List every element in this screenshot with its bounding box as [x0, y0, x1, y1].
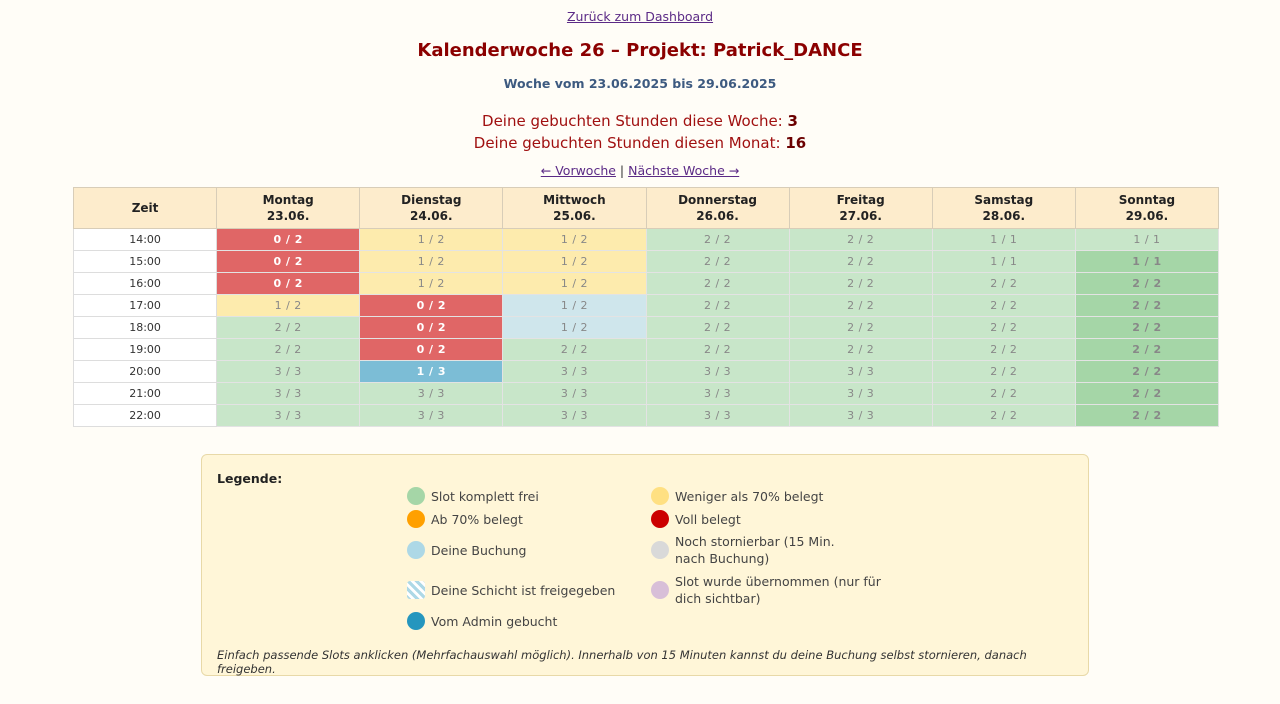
slot-cell[interactable]: 1 / 2: [503, 251, 646, 273]
booked-hours: [0, 110, 1280, 154]
day-header-sun: [1075, 188, 1218, 229]
slot-cell[interactable]: 2 / 2: [789, 229, 932, 251]
time-cell: 16:00: [74, 273, 217, 295]
day-date: 27.06.: [839, 209, 882, 223]
calendar-row: [74, 405, 1219, 427]
legend-title: Legende:: [217, 471, 283, 486]
slot-cell[interactable]: 2 / 2: [646, 229, 789, 251]
calendar-row: [74, 251, 1219, 273]
slot-cell[interactable]: 3 / 3: [217, 361, 360, 383]
nav-separator: |: [619, 163, 625, 178]
slot-cell[interactable]: 2 / 2: [932, 383, 1075, 405]
time-cell: 21:00: [74, 383, 217, 405]
slot-cell[interactable]: 1 / 2: [360, 273, 503, 295]
slot-cell[interactable]: 3 / 3: [503, 383, 646, 405]
day-header-thu: [646, 188, 789, 229]
grey-dot-icon: [651, 541, 669, 559]
time-cell: 14:00: [74, 229, 217, 251]
slot-cell[interactable]: 1 / 3: [360, 361, 503, 383]
calendar-body: [74, 229, 1219, 427]
day-name: Samstag: [974, 193, 1034, 207]
time-cell: 15:00: [74, 251, 217, 273]
day-date: 26.06.: [696, 209, 739, 223]
slot-cell[interactable]: 3 / 3: [646, 383, 789, 405]
slot-cell[interactable]: 2 / 2: [789, 317, 932, 339]
day-date: 24.06.: [410, 209, 453, 223]
day-header-tue: [360, 188, 503, 229]
slot-cell[interactable]: 3 / 3: [360, 405, 503, 427]
time-cell: 19:00: [74, 339, 217, 361]
prev-week-link[interactable]: ← Vorwoche: [540, 163, 616, 178]
slot-cell[interactable]: 2 / 2: [932, 361, 1075, 383]
slot-cell[interactable]: 3 / 3: [789, 361, 932, 383]
day-date: 23.06.: [266, 209, 310, 223]
slot-cell[interactable]: 2 / 2: [1075, 339, 1218, 361]
slot-cell[interactable]: 1 / 2: [360, 229, 503, 251]
slot-cell[interactable]: 2 / 2: [932, 339, 1075, 361]
slot-cell[interactable]: 2 / 2: [217, 339, 360, 361]
hours-week-label: Deine gebuchten Stunden diese Woche:: [482, 112, 783, 130]
slot-cell[interactable]: 3 / 3: [503, 361, 646, 383]
back-to-dashboard-link[interactable]: Zurück zum Dashboard: [566, 9, 714, 24]
day-name: Donnerstag: [678, 193, 758, 207]
slot-cell[interactable]: 2 / 2: [1075, 405, 1218, 427]
slot-cell[interactable]: 2 / 2: [646, 317, 789, 339]
slot-cell[interactable]: 1 / 1: [1075, 229, 1218, 251]
week-range: Woche vom 23.06.2025 bis 29.06.2025: [503, 76, 777, 91]
green-dot-icon: [407, 487, 425, 505]
slot-cell[interactable]: 0 / 2: [217, 251, 360, 273]
slot-cell[interactable]: 1 / 1: [1075, 251, 1218, 273]
slot-cell[interactable]: 3 / 3: [789, 383, 932, 405]
legend-note: Einfach passende Slots anklicken (Mehrfachauswahl möglich). Innerhalb von 15 Minuten kannst du deine Buchung selbst stornieren, danach freigeben.: [217, 648, 1027, 676]
calendar-row: [74, 339, 1219, 361]
calendar-row: [74, 383, 1219, 405]
slot-cell[interactable]: 3 / 3: [217, 383, 360, 405]
slot-cell[interactable]: 2 / 2: [646, 273, 789, 295]
slot-cell[interactable]: 0 / 2: [217, 229, 360, 251]
orange-dot-icon: [407, 510, 425, 528]
yellow-dot-icon: [651, 487, 669, 505]
slot-cell[interactable]: 2 / 2: [932, 317, 1075, 339]
time-cell: 18:00: [74, 317, 217, 339]
slot-cell[interactable]: 2 / 2: [646, 339, 789, 361]
slot-cell[interactable]: 2 / 2: [1075, 273, 1218, 295]
slot-cell[interactable]: 2 / 2: [646, 295, 789, 317]
slot-cell[interactable]: 1 / 2: [503, 317, 646, 339]
slot-cell[interactable]: 0 / 2: [360, 295, 503, 317]
day-name: Freitag: [836, 193, 885, 207]
day-header-sat: [932, 188, 1075, 229]
day-name: Dienstag: [401, 193, 462, 207]
calendar-row: [74, 317, 1219, 339]
page-title: Kalenderwoche 26 – Projekt: Patrick_DANCE: [417, 40, 863, 61]
slot-cell[interactable]: 1 / 2: [503, 229, 646, 251]
slot-cell[interactable]: 1 / 2: [217, 295, 360, 317]
slot-cell[interactable]: 3 / 3: [646, 361, 789, 383]
slot-cell[interactable]: 2 / 2: [932, 405, 1075, 427]
slot-cell[interactable]: 2 / 2: [217, 317, 360, 339]
calendar-row: [74, 361, 1219, 383]
slot-cell[interactable]: 2 / 2: [789, 339, 932, 361]
hours-week: [0, 110, 1280, 132]
slot-cell[interactable]: 1 / 1: [932, 251, 1075, 273]
slot-cell[interactable]: 2 / 2: [932, 273, 1075, 295]
calendar-row: [74, 295, 1219, 317]
calendar-row: [74, 273, 1219, 295]
day-date: 29.06.: [1125, 209, 1169, 223]
slot-cell[interactable]: 2 / 2: [1075, 295, 1218, 317]
calendar-table: [73, 187, 1219, 427]
next-week-link[interactable]: Nächste Woche →: [628, 163, 740, 178]
slot-cell[interactable]: 2 / 2: [789, 251, 932, 273]
slot-cell[interactable]: 1 / 2: [503, 295, 646, 317]
hours-month-label: Deine gebuchten Stunden diesen Monat:: [473, 134, 781, 152]
slot-cell[interactable]: 0 / 2: [360, 339, 503, 361]
slot-cell[interactable]: 2 / 2: [503, 339, 646, 361]
lightblue-dot-icon: [407, 541, 425, 559]
time-column-header: Zeit: [74, 188, 217, 229]
legend-box: Legende: Slot komplett frei Weniger als 70% belegt Ab 70% belegt Voll belegt Deine Buchung Noch stornierbar (15 Min. nach Buchung) Deine Schicht ist freigegeben Slot wurde übernommen (nur für dich sichtbar) Vom Admin gebucht Einfach passende Slots anklicken (Mehrfachauswahl möglich). Innerhalb von 15 Minuten kannst du deine Buchung selbst stornieren, danach freigeben.: [201, 454, 1089, 676]
striped-square-icon: [407, 581, 425, 599]
time-cell: 20:00: [74, 361, 217, 383]
slot-cell[interactable]: 3 / 3: [217, 405, 360, 427]
slot-cell[interactable]: 1 / 2: [503, 273, 646, 295]
slot-cell[interactable]: 1 / 2: [360, 251, 503, 273]
hours-week-value: 3: [787, 112, 798, 130]
time-cell: 22:00: [74, 405, 217, 427]
day-name: Sonntag: [1118, 193, 1176, 207]
time-cell: 17:00: [74, 295, 217, 317]
slot-cell[interactable]: 0 / 2: [217, 273, 360, 295]
slot-cell[interactable]: 2 / 2: [932, 295, 1075, 317]
lilac-dot-icon: [651, 581, 669, 599]
week-navigation: [0, 163, 1280, 178]
day-date: 28.06.: [982, 209, 1026, 223]
calendar-header-row: [74, 188, 1219, 229]
slot-cell[interactable]: 2 / 2: [646, 251, 789, 273]
day-header-fri: [789, 188, 932, 229]
hours-month-value: 16: [785, 134, 807, 152]
day-header-wed: [503, 188, 646, 229]
slot-cell[interactable]: 1 / 1: [932, 229, 1075, 251]
red-dot-icon: [651, 510, 669, 528]
day-date: 25.06.: [553, 209, 596, 223]
slot-cell[interactable]: 2 / 2: [1075, 317, 1218, 339]
slot-cell[interactable]: 2 / 2: [789, 295, 932, 317]
slot-cell[interactable]: 2 / 2: [789, 273, 932, 295]
day-name: Montag: [262, 193, 314, 207]
blue-dot-icon: [407, 612, 425, 630]
slot-cell[interactable]: 2 / 2: [1075, 383, 1218, 405]
top-nav: [0, 9, 1280, 24]
day-name: Mittwoch: [543, 193, 606, 207]
slot-cell[interactable]: 2 / 2: [1075, 361, 1218, 383]
slot-cell[interactable]: 0 / 2: [360, 317, 503, 339]
slot-cell[interactable]: 3 / 3: [646, 405, 789, 427]
calendar-row: [74, 229, 1219, 251]
slot-cell[interactable]: 3 / 3: [503, 405, 646, 427]
slot-cell[interactable]: 3 / 3: [789, 405, 932, 427]
slot-cell[interactable]: 3 / 3: [360, 383, 503, 405]
hours-month: [0, 132, 1280, 154]
day-header-mon: [217, 188, 360, 229]
